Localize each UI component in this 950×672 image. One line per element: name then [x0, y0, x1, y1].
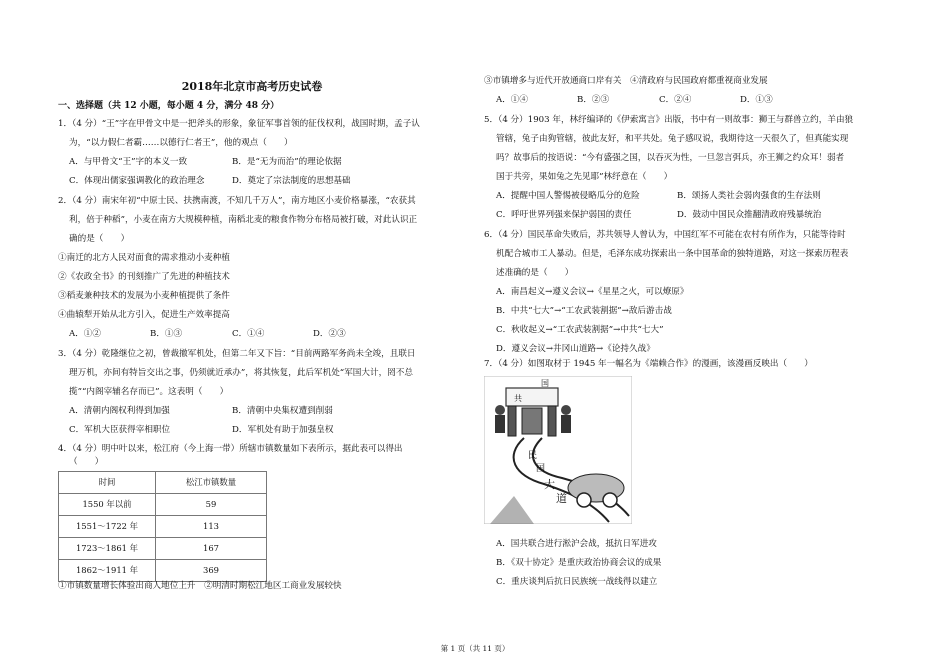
option: A．与甲骨文“王”字的本义一致: [69, 157, 188, 167]
option: D．②③: [313, 329, 346, 339]
option: A．清朝内阁权利得到加强: [69, 406, 170, 416]
option: A．国共联合进行淞沪会战，抵抗日军进攻: [496, 539, 657, 549]
option: C．秋收起义→“工农武装割据”→中共“七大”: [496, 325, 664, 335]
option: B．中共“七大”→“工农武装割据”→敌后游击战: [496, 306, 672, 316]
table-cell: 1723～1861 年: [59, 538, 156, 560]
page-footer: 第 1 页（共 11 页）: [440, 644, 510, 653]
text-line: 揽”“内阁宰辅名存而已”。这表明（ ）: [69, 387, 229, 397]
page-title: 2018年北京市高考历史试卷: [181, 80, 323, 93]
option: D．奠定了宗法制度的思想基础: [232, 176, 351, 186]
option: A．南昌起义→遵义会议→《星星之火，可以燎原》: [496, 287, 689, 297]
option: B．②③: [577, 95, 610, 105]
text-line: 3．（4 分）乾隆继位之初，曾裁撤军机处，但第二年又下旨：“目前两路军务尚未全竣，且联日: [58, 349, 416, 359]
text-line: 确的是（ ）: [69, 234, 130, 244]
text-line: ①南迁的北方人民对面食的需求推动小麦种植: [58, 253, 230, 263]
text-line: 述准确的是（ ）: [496, 268, 574, 278]
table-row: [59, 494, 267, 516]
text-line: 7．（4 分）如图取材于 1945 年一幅名为《端赖合作》的漫画，该漫画反映出（ ）: [484, 359, 813, 369]
cartoon-label: 国: [541, 379, 549, 388]
table-header: 时间: [59, 472, 156, 494]
option: C．体现出儒家强调教化的政治理念: [69, 176, 205, 186]
text-line: 4．（4 分）明中叶以来，松江府（今上海一带）所辖市镇数量如下表所示，据此表可以得出: [58, 444, 403, 454]
table-cell: 1551～1722 年: [59, 516, 156, 538]
table-cell: 1862～1911 年: [59, 560, 156, 582]
option: A．①②: [69, 329, 101, 339]
table-header: 松江市镇数量: [156, 472, 267, 494]
cartoon-label: 国: [536, 464, 546, 474]
text-line: ③市镇增多与近代开放通商口岸有关 ④清政府与民国政府都重视商业发展: [484, 76, 768, 86]
cartoon-label: 大: [544, 478, 555, 491]
text-line: 1．（4 分）“王”字在甲骨文中是一把斧头的形象，象征军事首领的征伐权利，战国时期，孟子认: [58, 119, 420, 129]
text-line: 利，倍于种稻”，小麦在南方大规模种植，南稻北麦的粮食作物分布格局被打破，对此认识正: [69, 215, 418, 225]
table-cell: 113: [156, 516, 267, 538]
option: D．遵义会议→井冈山道路→《论持久战》: [496, 344, 655, 354]
option: C．重庆谈判后抗日民族统一战线得以建立: [496, 577, 658, 587]
text-line: 2．（4 分）南宋年初“中原士民、扶携南渡，不知几千万人”，南方地区小麦价格暴涨，“农获其: [58, 196, 416, 206]
text-line: 国于共旁，果如兔之先见耶”林纾意在（ ）: [496, 172, 673, 182]
text-line: ③稻麦兼种技术的发展为小麦种植提供了条件: [58, 291, 230, 301]
text-line: 管辖，兔子由狗管辖，彼此友好，和平共处。兔子感叹说，我期待这一天很久了，但真能实现: [496, 134, 849, 144]
cartoon-label: 道: [556, 492, 567, 505]
text-line: ①市镇数量增长体验出商人地位上升 ②明清时期松江地区工商业发展较快: [58, 581, 342, 591]
option: D．①③: [740, 95, 773, 105]
table-row: [59, 516, 267, 538]
option: B．清朝中央集权遭到削弱: [232, 406, 333, 416]
text-line: ④曲辕犁开始从北方引入，促进生产效率提高: [58, 310, 230, 320]
text-line: 为，“以力假仁者霸……以德行仁者王”，他的观点（ ）: [69, 138, 293, 148]
text-line: 理万机，亦间有特旨交出之事，仍须就近承办”，将其恢复，此后军机处“军国大计，罔不总: [69, 368, 413, 378]
text-line: 机配合城市工人暴动。但是，毛泽东成功探索出一条中国革命的独特道路，对这一探索历程表: [496, 249, 849, 259]
table-cell: 1550 年以前: [59, 494, 156, 516]
option: C．呼吁世界列强来保护弱国的责任: [496, 210, 632, 220]
option: C．军机大臣获得宰相职位: [69, 425, 171, 435]
option: C．①④: [232, 329, 265, 339]
option: B．是“无为而治”的理论依据: [232, 157, 342, 167]
option: C．②④: [659, 95, 692, 105]
table-row: [59, 538, 267, 560]
table-row: [59, 560, 267, 582]
text-line: ②《农政全书》的刊刻推广了先进的种植技术: [58, 272, 230, 282]
table-cell: 59: [156, 494, 267, 516]
option: A．①④: [496, 95, 528, 105]
option: B．《双十协定》是重庆政治协商会议的成果: [496, 558, 662, 568]
cartoon-illustration: [484, 376, 632, 524]
option: A．提醒中国人警惕被侵略瓜分的危险: [496, 191, 640, 201]
option: D．鼓动中国民众推翻清政府残暴统治: [677, 210, 822, 220]
text-line: 6．（4 分）国民革命失败后，苏共领导人曾认为，中国红军不可能在农村有所作为，只能等待时: [484, 230, 846, 240]
text-line: 5．（4 分）1903 年，林纾编译的《伊索寓言》出版，书中有一则故事：狮王与群兽立约，羊由狼: [484, 115, 854, 125]
table-header-row: [59, 472, 267, 494]
cartoon-label: 共: [514, 394, 522, 403]
option: B．①③: [150, 329, 183, 339]
table-cell: 167: [156, 538, 267, 560]
market-town-table: [58, 471, 267, 582]
text-line: 吗？故事后的按语说：“今有盛强之国，以吞灭为性，一旦忽言弭兵，亦王狮之约众耳！弱者: [496, 153, 845, 163]
option: D．军机处有助于加强皇权: [232, 425, 334, 435]
option: B．颂扬人类社会弱肉强食的生存法则: [677, 191, 821, 201]
text-line: （ ）: [69, 457, 104, 467]
cartoon-label: 民: [528, 451, 538, 461]
section-heading: 一、选择题（共 12 小题，每小题 4 分，满分 48 分）: [58, 101, 280, 111]
table-cell: 369: [156, 560, 267, 582]
